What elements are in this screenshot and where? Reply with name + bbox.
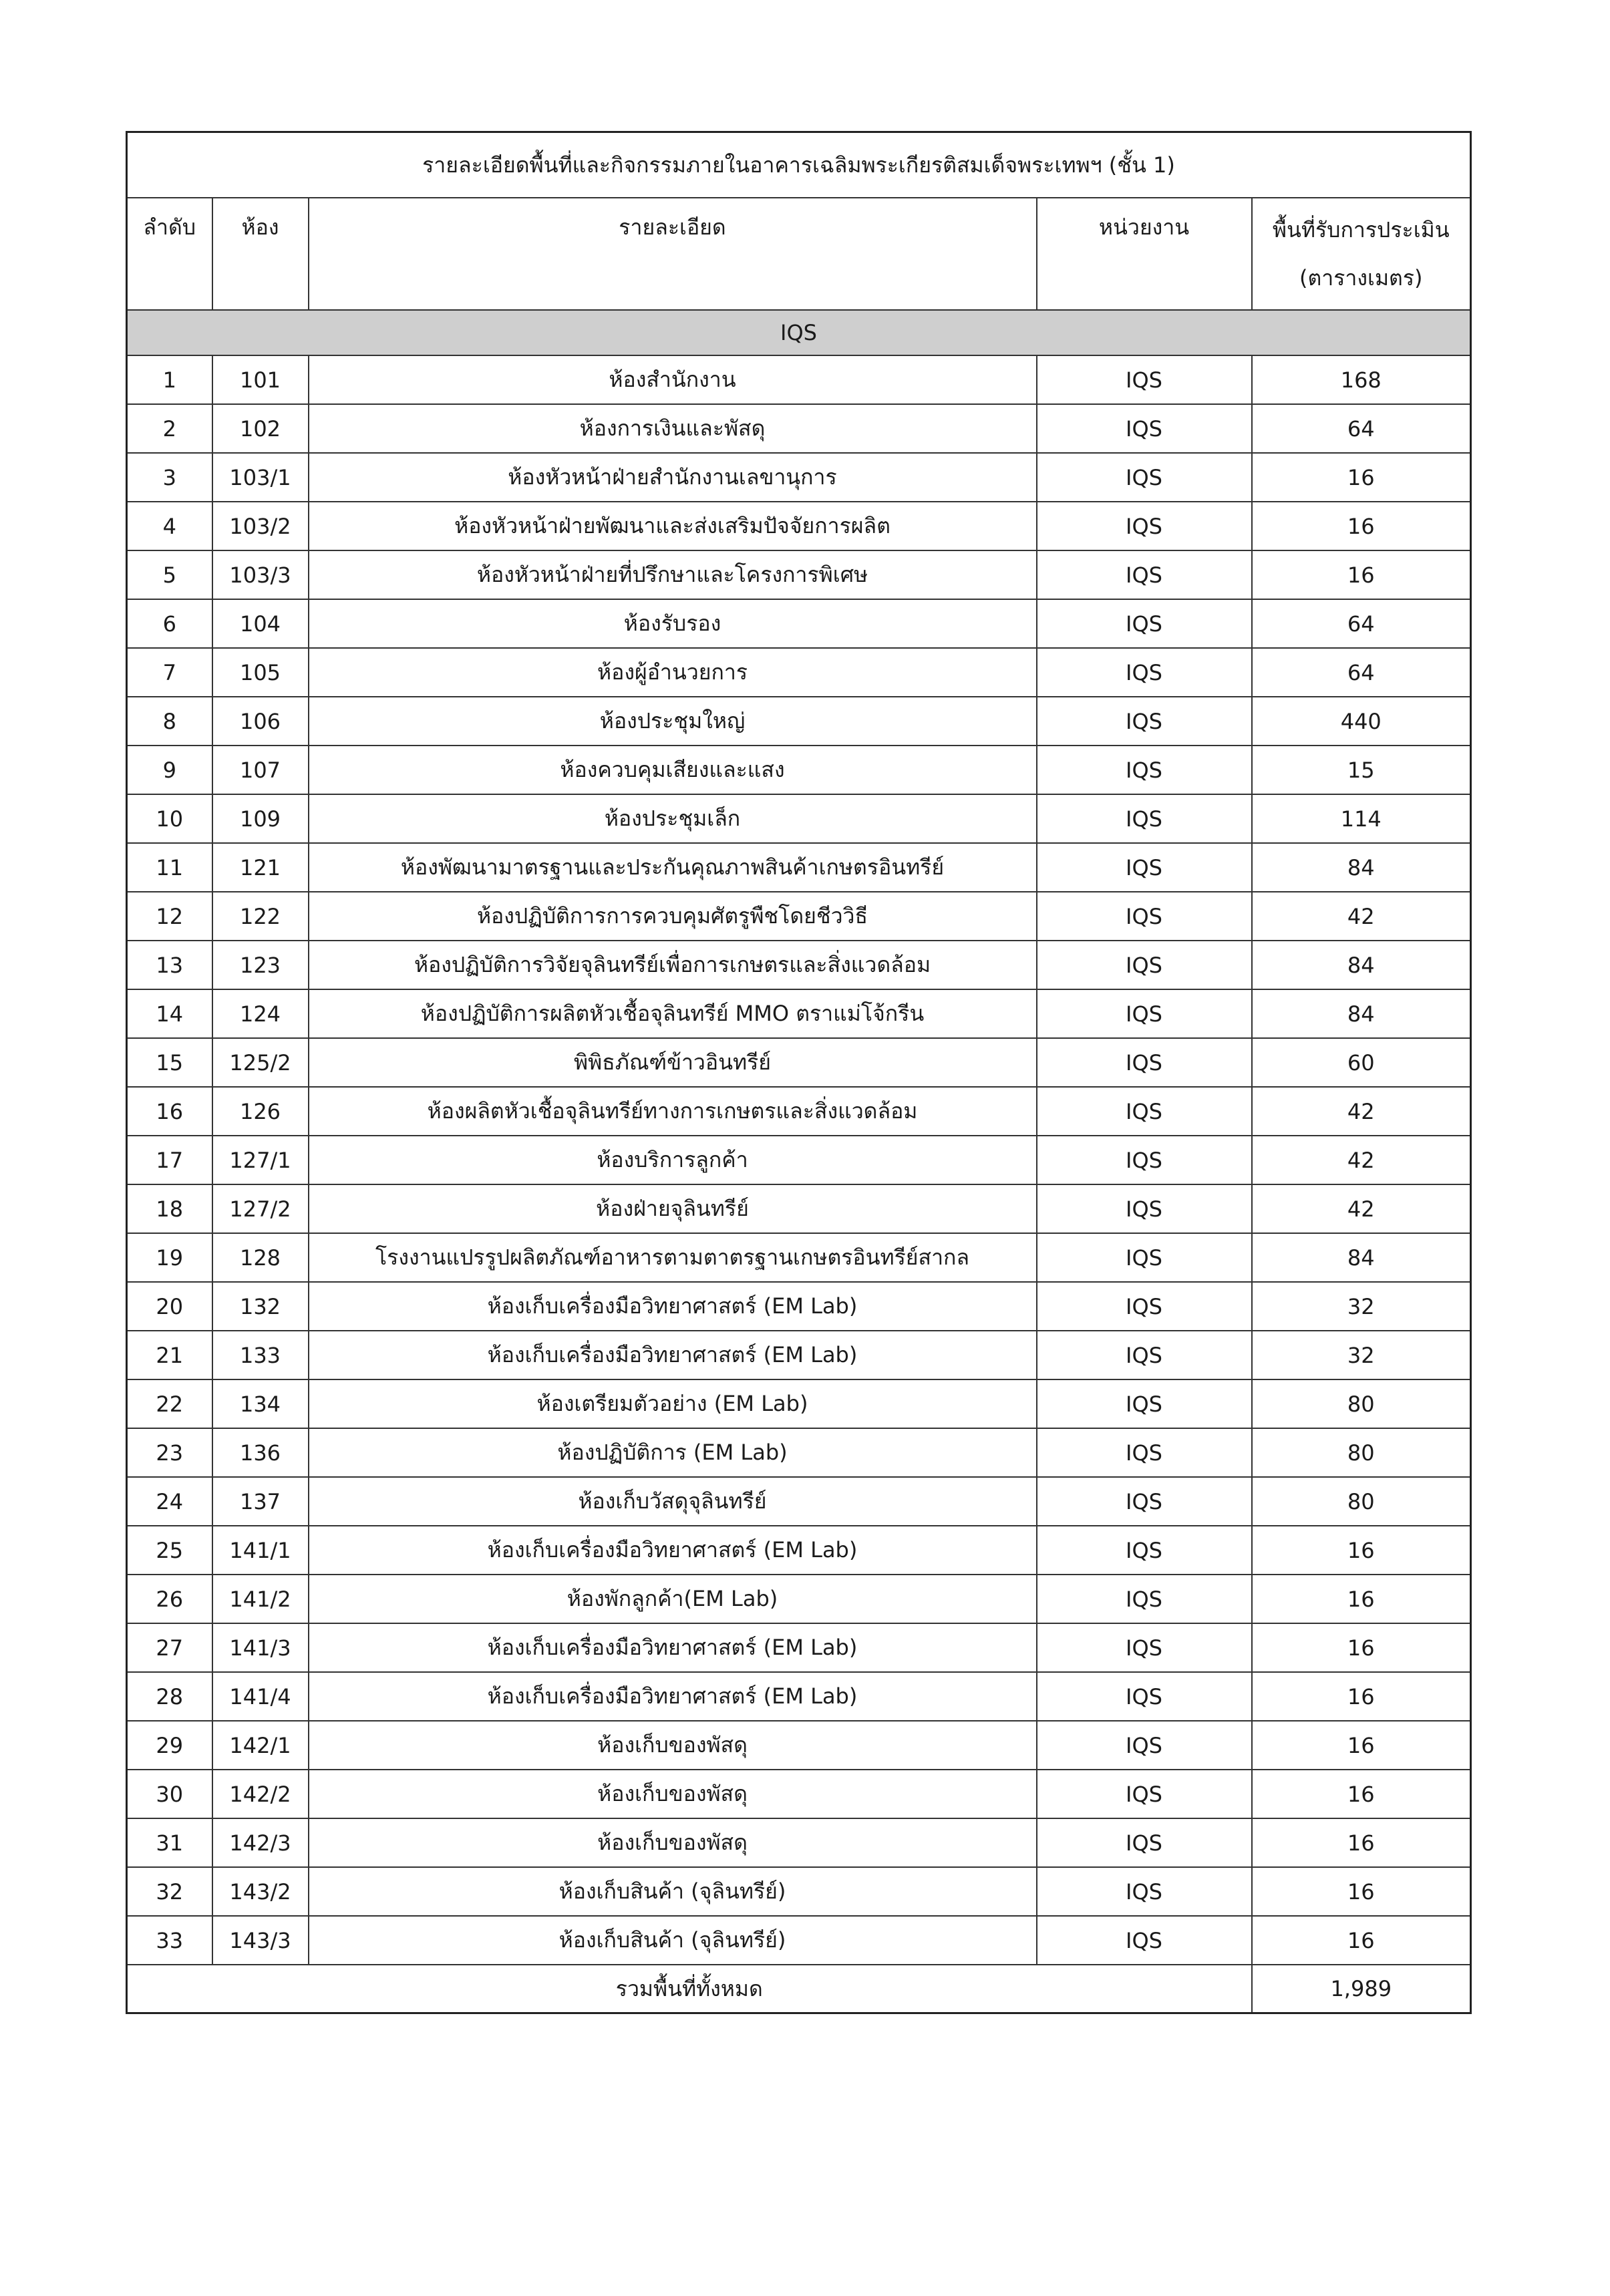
- row-no: 29: [127, 1721, 212, 1770]
- row-unit: IQS: [1037, 355, 1252, 404]
- row-room: 103/3: [212, 550, 309, 599]
- row-unit: IQS: [1037, 599, 1252, 648]
- row-no: 7: [127, 648, 212, 697]
- table-row: [127, 1818, 1471, 1867]
- table-row: [127, 404, 1471, 453]
- table-row: [127, 1526, 1471, 1575]
- table-row: [127, 648, 1471, 697]
- table-row: [127, 550, 1471, 599]
- row-description: ห้องฝ่ายจุลินทรีย์: [309, 1184, 1037, 1233]
- row-no: 19: [127, 1233, 212, 1282]
- row-description: ห้องเก็บเครื่องมือวิทยาศาสตร์ (EM Lab): [309, 1623, 1037, 1672]
- row-room: 141/4: [212, 1672, 309, 1721]
- row-unit: IQS: [1037, 1526, 1252, 1575]
- row-area: 84: [1252, 941, 1471, 989]
- row-unit: IQS: [1037, 1038, 1252, 1087]
- row-unit: IQS: [1037, 989, 1252, 1038]
- row-area: 84: [1252, 989, 1471, 1038]
- row-description: ห้องพัฒนามาตรฐานและประกันคุณภาพสินค้าเกษตรอินทรีย์: [309, 843, 1037, 892]
- table-row: [127, 1038, 1471, 1087]
- row-no: 10: [127, 794, 212, 843]
- row-room: 103/1: [212, 453, 309, 502]
- row-description: ห้องประชุมใหญ่: [309, 697, 1037, 746]
- row-description: ห้องประชุมเล็ก: [309, 794, 1037, 843]
- row-room: 127/2: [212, 1184, 309, 1233]
- row-room: 109: [212, 794, 309, 843]
- row-area: 32: [1252, 1331, 1471, 1379]
- row-area: 64: [1252, 404, 1471, 453]
- row-unit: IQS: [1037, 1867, 1252, 1916]
- row-area: 64: [1252, 599, 1471, 648]
- table-row: [127, 1721, 1471, 1770]
- table-row: [127, 697, 1471, 746]
- table-row: [127, 1087, 1471, 1136]
- header-unit: หน่วยงาน: [1037, 198, 1252, 310]
- table-row: [127, 1136, 1471, 1184]
- table-row: [127, 1282, 1471, 1331]
- row-description: ห้องผลิตหัวเชื้อจุลินทรีย์ทางการเกษตรและสิ่งแวดล้อม: [309, 1087, 1037, 1136]
- row-room: 141/2: [212, 1575, 309, 1623]
- row-area: 42: [1252, 1136, 1471, 1184]
- table-row: [127, 1428, 1471, 1477]
- table-row: [127, 1623, 1471, 1672]
- group-label: IQS: [127, 310, 1471, 355]
- row-unit: IQS: [1037, 1184, 1252, 1233]
- row-room: 141/1: [212, 1526, 309, 1575]
- row-no: 13: [127, 941, 212, 989]
- row-description: ห้องหัวหน้าฝ่ายสำนักงานเลขานุการ: [309, 453, 1037, 502]
- row-unit: IQS: [1037, 648, 1252, 697]
- row-description: ห้องปฏิบัติการผลิตหัวเชื้อจุลินทรีย์ MMO ตราแม่โจ้กรีน: [309, 989, 1037, 1038]
- row-description: ห้องเก็บเครื่องมือวิทยาศาสตร์ (EM Lab): [309, 1526, 1037, 1575]
- row-area: 42: [1252, 1087, 1471, 1136]
- row-unit: IQS: [1037, 1379, 1252, 1428]
- row-no: 12: [127, 892, 212, 941]
- row-area: 16: [1252, 1770, 1471, 1818]
- row-room: 123: [212, 941, 309, 989]
- row-description: ห้องการเงินและพัสดุ: [309, 404, 1037, 453]
- row-description: ห้องเตรียมตัวอย่าง (EM Lab): [309, 1379, 1037, 1428]
- row-room: 142/3: [212, 1818, 309, 1867]
- table-row: [127, 989, 1471, 1038]
- header-room: ห้อง: [212, 198, 309, 310]
- area-table: [126, 131, 1472, 2014]
- row-area: 42: [1252, 892, 1471, 941]
- row-area: 16: [1252, 1867, 1471, 1916]
- row-description: ห้องปฏิบัติการการควบคุมศัตรูพืชโดยชีววิธี: [309, 892, 1037, 941]
- group-row: [127, 310, 1471, 355]
- row-description: ห้องพักลูกค้า(EM Lab): [309, 1575, 1037, 1623]
- row-description: ห้องรับรอง: [309, 599, 1037, 648]
- table-row: [127, 1916, 1471, 1965]
- table-row: [127, 355, 1471, 404]
- row-description: โรงงานแปรรูปผลิตภัณฑ์อาหารตามตาตรฐานเกษตรอินทรีย์สากล: [309, 1233, 1037, 1282]
- row-room: 106: [212, 697, 309, 746]
- row-description: ห้องผู้อำนวยการ: [309, 648, 1037, 697]
- row-area: 114: [1252, 794, 1471, 843]
- row-description: ห้องหัวหน้าฝ่ายพัฒนาและส่งเสริมปัจจัยการผลิต: [309, 502, 1037, 550]
- row-room: 104: [212, 599, 309, 648]
- row-no: 9: [127, 746, 212, 794]
- table-row: [127, 1770, 1471, 1818]
- table-row: [127, 502, 1471, 550]
- row-area: 16: [1252, 1916, 1471, 1965]
- row-unit: IQS: [1037, 1721, 1252, 1770]
- row-no: 8: [127, 697, 212, 746]
- row-no: 31: [127, 1818, 212, 1867]
- row-area: 84: [1252, 843, 1471, 892]
- row-description: ห้องเก็บวัสดุจุลินทรีย์: [309, 1477, 1037, 1526]
- row-area: 80: [1252, 1477, 1471, 1526]
- row-no: 16: [127, 1087, 212, 1136]
- row-room: 143/2: [212, 1867, 309, 1916]
- row-room: 132: [212, 1282, 309, 1331]
- table-row: [127, 1331, 1471, 1379]
- row-unit: IQS: [1037, 502, 1252, 550]
- table-row: [127, 1477, 1471, 1526]
- row-description: ห้องบริการลูกค้า: [309, 1136, 1037, 1184]
- title-row: [127, 132, 1471, 198]
- row-no: 32: [127, 1867, 212, 1916]
- document-sheet: [126, 131, 1470, 2014]
- total-value: 1,989: [1252, 1965, 1471, 2013]
- header-area-line1: พื้นที่รับการประเมิน: [1272, 217, 1450, 242]
- row-no: 18: [127, 1184, 212, 1233]
- row-description: ห้องเก็บของพัสดุ: [309, 1818, 1037, 1867]
- table-row: [127, 453, 1471, 502]
- header-row: [127, 198, 1471, 310]
- row-room: 127/1: [212, 1136, 309, 1184]
- row-unit: IQS: [1037, 941, 1252, 989]
- row-no: 20: [127, 1282, 212, 1331]
- row-no: 24: [127, 1477, 212, 1526]
- row-no: 5: [127, 550, 212, 599]
- row-room: 142/2: [212, 1770, 309, 1818]
- row-area: 15: [1252, 746, 1471, 794]
- row-unit: IQS: [1037, 1428, 1252, 1477]
- row-description: ห้องควบคุมเสียงและแสง: [309, 746, 1037, 794]
- row-unit: IQS: [1037, 697, 1252, 746]
- row-unit: IQS: [1037, 1623, 1252, 1672]
- row-room: 125/2: [212, 1038, 309, 1087]
- row-room: 136: [212, 1428, 309, 1477]
- row-area: 16: [1252, 1818, 1471, 1867]
- row-no: 14: [127, 989, 212, 1038]
- row-area: 64: [1252, 648, 1471, 697]
- table-row: [127, 1233, 1471, 1282]
- row-room: 101: [212, 355, 309, 404]
- row-room: 128: [212, 1233, 309, 1282]
- row-room: 141/3: [212, 1623, 309, 1672]
- row-description: ห้องปฏิบัติการวิจัยจุลินทรีย์เพื่อการเกษตรและสิ่งแวดล้อม: [309, 941, 1037, 989]
- row-no: 21: [127, 1331, 212, 1379]
- row-room: 107: [212, 746, 309, 794]
- row-description: ห้องเก็บของพัสดุ: [309, 1721, 1037, 1770]
- row-no: 28: [127, 1672, 212, 1721]
- row-room: 105: [212, 648, 309, 697]
- row-unit: IQS: [1037, 404, 1252, 453]
- table-row: [127, 599, 1471, 648]
- row-area: 16: [1252, 1575, 1471, 1623]
- row-description: ห้องปฏิบัติการ (EM Lab): [309, 1428, 1037, 1477]
- row-unit: IQS: [1037, 843, 1252, 892]
- table-row: [127, 1575, 1471, 1623]
- row-description: ห้องเก็บเครื่องมือวิทยาศาสตร์ (EM Lab): [309, 1331, 1037, 1379]
- row-unit: IQS: [1037, 1233, 1252, 1282]
- row-room: 103/2: [212, 502, 309, 550]
- row-description: ห้องเก็บสินค้า (จุลินทรีย์): [309, 1916, 1037, 1965]
- row-room: 143/3: [212, 1916, 309, 1965]
- row-no: 30: [127, 1770, 212, 1818]
- total-row: [127, 1965, 1471, 2013]
- row-description: ห้องเก็บเครื่องมือวิทยาศาสตร์ (EM Lab): [309, 1282, 1037, 1331]
- row-unit: IQS: [1037, 794, 1252, 843]
- row-no: 25: [127, 1526, 212, 1575]
- table-row: [127, 1379, 1471, 1428]
- row-area: 16: [1252, 1623, 1471, 1672]
- row-no: 1: [127, 355, 212, 404]
- row-room: 102: [212, 404, 309, 453]
- row-room: 133: [212, 1331, 309, 1379]
- row-unit: IQS: [1037, 1331, 1252, 1379]
- row-no: 2: [127, 404, 212, 453]
- row-room: 137: [212, 1477, 309, 1526]
- row-no: 23: [127, 1428, 212, 1477]
- row-unit: IQS: [1037, 1477, 1252, 1526]
- row-unit: IQS: [1037, 1818, 1252, 1867]
- row-no: 17: [127, 1136, 212, 1184]
- row-unit: IQS: [1037, 1672, 1252, 1721]
- row-room: 134: [212, 1379, 309, 1428]
- row-description: ห้องสำนักงาน: [309, 355, 1037, 404]
- row-area: 16: [1252, 453, 1471, 502]
- row-no: 15: [127, 1038, 212, 1087]
- row-room: 124: [212, 989, 309, 1038]
- row-unit: IQS: [1037, 1136, 1252, 1184]
- total-label: รวมพื้นที่ทั้งหมด: [127, 1965, 1252, 2013]
- row-room: 121: [212, 843, 309, 892]
- row-unit: IQS: [1037, 550, 1252, 599]
- row-description: ห้องเก็บของพัสดุ: [309, 1770, 1037, 1818]
- row-area: 16: [1252, 502, 1471, 550]
- row-no: 3: [127, 453, 212, 502]
- row-area: 42: [1252, 1184, 1471, 1233]
- row-area: 80: [1252, 1379, 1471, 1428]
- row-room: 142/1: [212, 1721, 309, 1770]
- row-area: 60: [1252, 1038, 1471, 1087]
- row-no: 4: [127, 502, 212, 550]
- row-area: 16: [1252, 1526, 1471, 1575]
- row-unit: IQS: [1037, 1087, 1252, 1136]
- header-description: รายละเอียด: [309, 198, 1037, 310]
- row-area: 16: [1252, 550, 1471, 599]
- row-area: 32: [1252, 1282, 1471, 1331]
- table-row: [127, 843, 1471, 892]
- row-area: 440: [1252, 697, 1471, 746]
- row-unit: IQS: [1037, 746, 1252, 794]
- table-row: [127, 892, 1471, 941]
- header-no: ลำดับ: [127, 198, 212, 310]
- row-area: 84: [1252, 1233, 1471, 1282]
- row-no: 33: [127, 1916, 212, 1965]
- row-no: 22: [127, 1379, 212, 1428]
- row-unit: IQS: [1037, 453, 1252, 502]
- row-no: 6: [127, 599, 212, 648]
- table-row: [127, 746, 1471, 794]
- table-title: รายละเอียดพื้นที่และกิจกรรมภายในอาคารเฉลิมพระเกียรติสมเด็จพระเทพฯ (ชั้น 1): [127, 132, 1471, 198]
- row-area: 168: [1252, 355, 1471, 404]
- row-unit: IQS: [1037, 1575, 1252, 1623]
- row-unit: IQS: [1037, 1916, 1252, 1965]
- table-row: [127, 1184, 1471, 1233]
- row-description: ห้องเก็บสินค้า (จุลินทรีย์): [309, 1867, 1037, 1916]
- row-no: 27: [127, 1623, 212, 1672]
- row-unit: IQS: [1037, 1770, 1252, 1818]
- row-area: 80: [1252, 1428, 1471, 1477]
- row-area: 16: [1252, 1721, 1471, 1770]
- row-description: ห้องหัวหน้าฝ่ายที่ปรึกษาและโครงการพิเศษ: [309, 550, 1037, 599]
- row-unit: IQS: [1037, 1282, 1252, 1331]
- table-row: [127, 1672, 1471, 1721]
- row-room: 122: [212, 892, 309, 941]
- table-row: [127, 941, 1471, 989]
- row-description: พิพิธภัณฑ์ข้าวอินทรีย์: [309, 1038, 1037, 1087]
- row-description: ห้องเก็บเครื่องมือวิทยาศาสตร์ (EM Lab): [309, 1672, 1037, 1721]
- row-room: 126: [212, 1087, 309, 1136]
- header-area-line2: (ตารางเมตร): [1299, 265, 1423, 291]
- table-row: [127, 1867, 1471, 1916]
- row-no: 11: [127, 843, 212, 892]
- row-area: 16: [1252, 1672, 1471, 1721]
- row-unit: IQS: [1037, 892, 1252, 941]
- table-row: [127, 794, 1471, 843]
- row-no: 26: [127, 1575, 212, 1623]
- header-area: [1252, 198, 1471, 310]
